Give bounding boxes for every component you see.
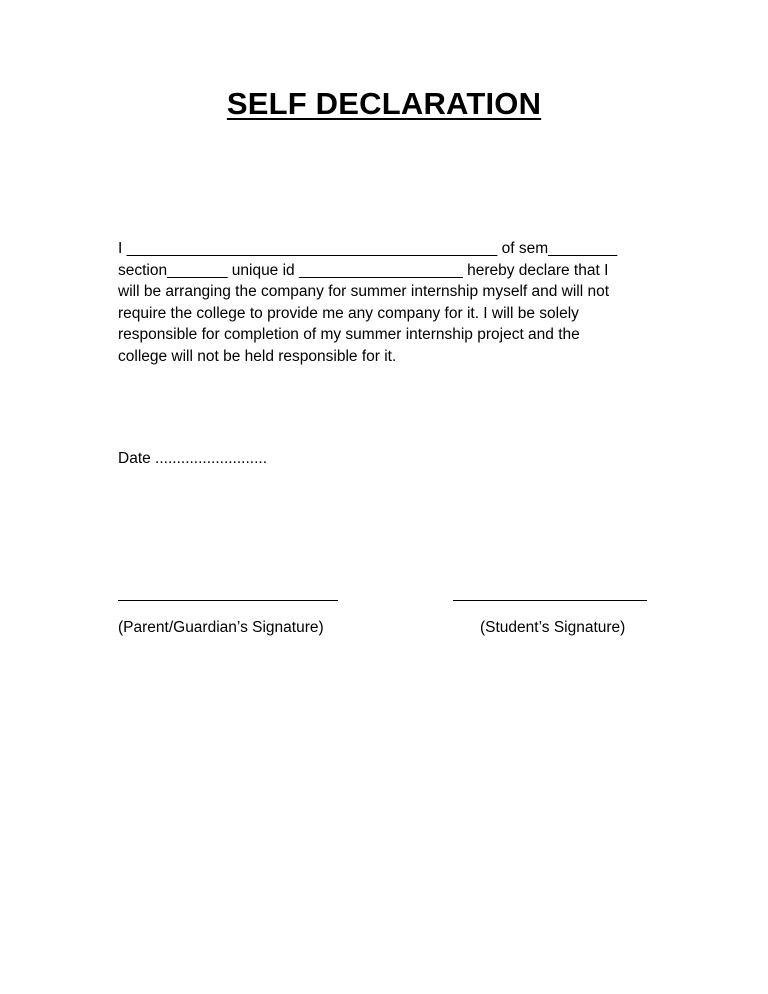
declaration-line: require the college to provide me any company for it. I will be solely xyxy=(118,304,579,322)
declaration-line: college will not be held responsible for it. xyxy=(118,347,397,365)
page-title: SELF DECLARATION xyxy=(226,86,542,121)
declaration-line: section_______ unique id ___________________ hereby declare that I xyxy=(118,261,609,279)
student-signature-line xyxy=(453,600,647,601)
declaration-line: I ___________________________________________ of sem________ xyxy=(118,240,618,257)
student-signature-label: (Student’s Signature) xyxy=(480,619,626,636)
declaration-paragraph xyxy=(118,238,658,367)
declaration-line: responsible for completion of my summer internship project and the xyxy=(118,326,580,343)
declaration-line: will be arranging the company for summer internship myself and will not xyxy=(118,283,610,300)
date-field: Date .......................... xyxy=(118,450,268,467)
parent-signature-line xyxy=(118,600,338,601)
parent-signature-label: (Parent/Guardian’s Signature) xyxy=(118,619,324,636)
